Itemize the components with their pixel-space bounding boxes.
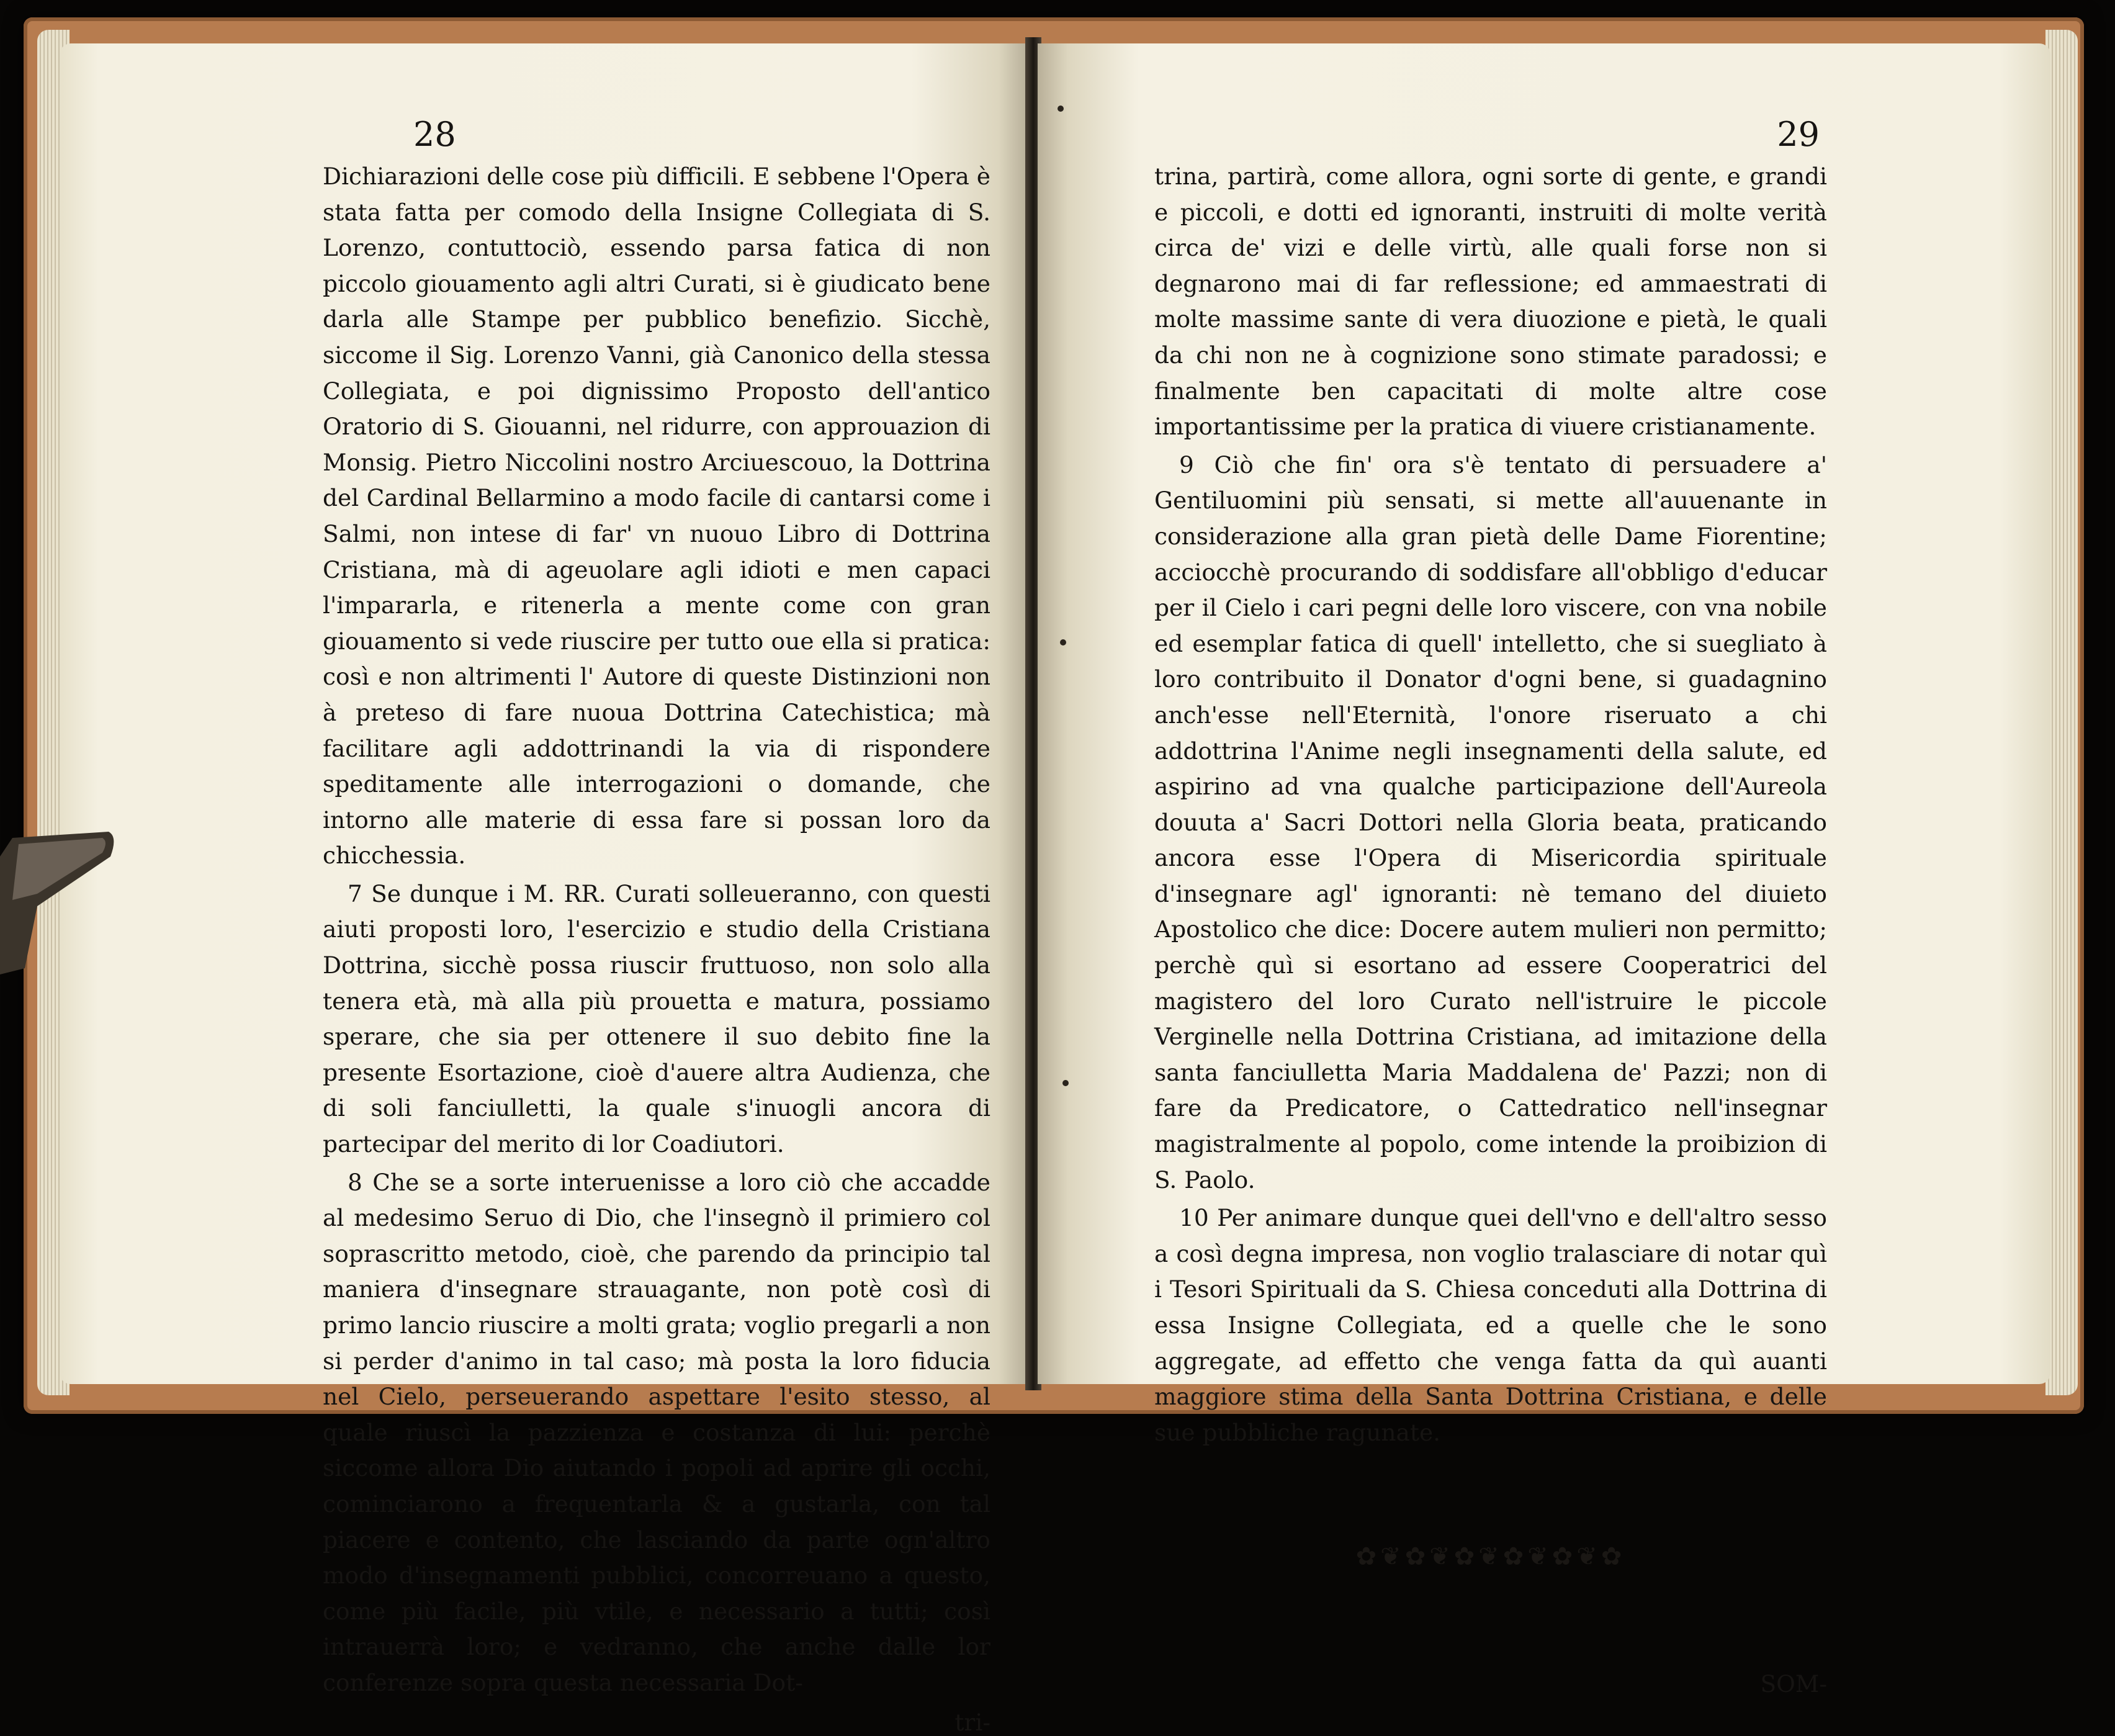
metal-page-clip-icon	[0, 832, 124, 974]
right-page	[1038, 43, 2050, 1698]
binding-hole	[1058, 106, 1064, 112]
paragraph: 8 Che se a sorte interuenisse a loro ciò che accadde al medesimo Seruo di Dio, che l'insegnò il primiero col soprascritto metodo, cioè, che parendo da principio tal maniera d'insegnare strauagante, non potè così di primo lancio riuscire a molti grata; voglio pregarli a non si perder d'animo in tal caso; mà posta la loro fiducia nel Cielo, perseuerando aspettare l'esito stesso, al quale riuscì la pazzienza e costanza di lui: perchè siccome allora Dio aiutando i popoli ad aprire gli occhi, cominciarono a frequentarla & a gustarla, con tal piacere e contento, che lasciando da parte ogn'altro modo d'insegnamenti pubblici, concorreuano a questo, come più facile, più vtile, e necessario a tutti; così intrauerrà loro; e vedranno, che anche dalle lor conferenze sopra questa necessaria Dot-	[323, 1168, 990, 1696]
page-number-left: 28	[413, 115, 456, 154]
binding-hole	[1060, 639, 1066, 645]
left-page	[60, 43, 1028, 1736]
paragraph: 9 Ciò che fin' ora s'è tentato di persuadere a' Gentiluomini più sensati, si mette all'auuenante in considerazione alla gran pietà delle Dame Fiorentine; acciocchè procurando di soddisfare all'obbligo d'educar per il Cielo i cari pegni delle loro viscere, con vna nobile ed esemplar fatica di quell' intelletto, che si suegliato à loro contribuito il Donator d'ogni bene, si guadagnino anch'esse nell'Eternità, l'onore riseruato a chi addottrina l'Anime negli insegnamenti della salute, ed aspirino ad vna qualche participazione dell'Aureola douuta a' Sacri Dottori nella Gloria beata, praticando ancora esse l'Opera di Misericordia spirituale d'insegnare agl' ignoranti: nè temano del diuieto Apostolico che dice: Docere autem mulieri non permitto; perchè quì si esortano ad essere Cooperatrici del magistero del loro Curato nell'istruire le piccole Verginelle nella Dottrina Cristiana, ad imitazione della santa fanciulletta Maria Maddalena de' Pazzi; non di fare da Predicatore, o Cattedratico nell'insegnar magistralmente al popolo, come intende la proibizion di S. Paolo.	[1154, 451, 1827, 1194]
left-page-text	[323, 159, 990, 1701]
printer-ornament: ✿❦✿❦✿❦✿❦✿❦✿	[1355, 1542, 1626, 1572]
right-page-text	[1154, 159, 1827, 1450]
paragraph: 7 Se dunque i M. RR. Curati solleueranno, con questi aiuti proposti loro, l'esercizio e studio della Cristiana Dottrina, sicchè possa riuscir fruttuoso, non solo alla tenera età, mà alla più prouetta e matura, possiamo sperare, che sia per ottenere il suo debito fine la presente Esortazione, cioè d'auere altra Audienza, che di soli fanciulletti, la quale s'inuogli ancora di partecipar del merito di lor Coadiutori.	[323, 879, 990, 1158]
catchword-right: SOM-	[1760, 1670, 1827, 1698]
binding-hole	[1062, 1080, 1069, 1086]
paragraph: 10 Per animare dunque quei dell'vno e dell'altro sesso a così degna impresa, non voglio tralasciare di notar quì i Tesori Spirituali da S. Chiesa conceduti alla Dottrina di essa Insigne Collegiata, ed a quelle che le sono aggregate, ad effetto che venga fatta da quì auanti maggiore stima della Santa Dottrina Cristiana, e delle sue pubbliche ragunate.	[1154, 1204, 1827, 1446]
catchword-left: tri-	[954, 1708, 990, 1736]
paragraph: Dichiarazioni delle cose più difficili. E sebbene l'Opera è stata fatta per comodo della Insigne Collegiata di S. Lorenzo, contuttociò, essendo parsa fatica di non piccolo giouamento agli altri Curati, si è giudicato bene darla alle Stampe per pubblico benefizio. Sicchè, siccome il Sig. Lorenzo Vanni, già Canonico della stessa Collegiata, e poi dignissimo Proposto dell'antico Oratorio di S. Giouanni, nel ridurre, con approuazion di Monsig. Pietro Niccolini nostro Arciuescouo, la Dottrina del Cardinal Bellarmino a modo facile di cantarsi come i Salmi, non intese di far' vn nuouo Libro di Dottrina Cristiana, mà di ageuolare agli idioti e men capaci l'impararla, e ritenerla a mente come con gran giouamento si vede riuscire per tutto oue ella si pratica: così e non altrimenti l' Autore di queste Distinzioni non à preteso di fare nuoua Dottrina Catechistica; mà facilitare agli addottrinandi la via di rispondere speditamente alle interrogazioni o domande, che intorno alle materie di essa fare si possan loro da chicchessia.	[323, 163, 990, 870]
paragraph: trina, partirà, come allora, ogni sorte di gente, e grandi e piccoli, e dotti ed ignoranti, instruiti di molte verità circa de' vizi e delle virtù, alle quali forse non si degnarono mai di far reflessione; ed ammaestrati di molte massime sante di vera diuozione e pietà, le quali da chi non ne à cognizione sono stimate paradossi; e finalmente ben capacitati di molte altre cose importantissime per la pratica di viuere cristianamente.	[1154, 163, 1827, 441]
page-number-right: 29	[1777, 115, 1820, 154]
